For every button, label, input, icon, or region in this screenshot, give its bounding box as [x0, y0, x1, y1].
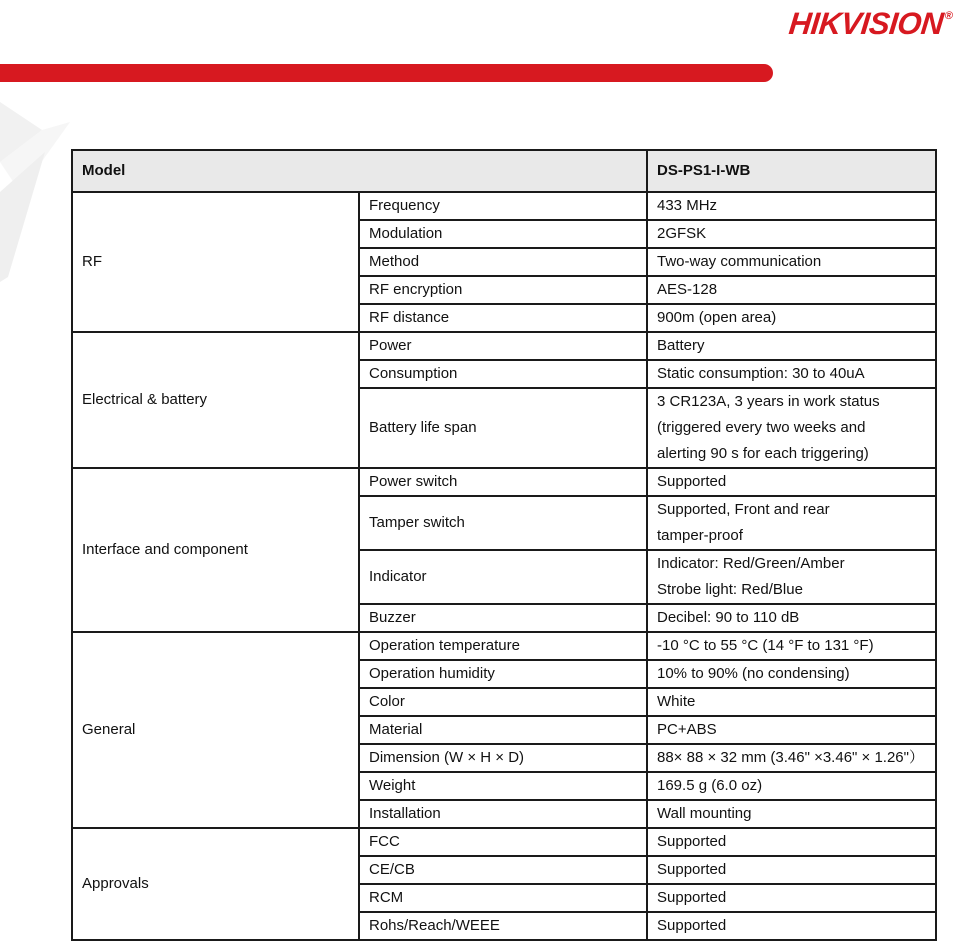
category-general: General [72, 632, 359, 828]
spec-label: Power switch [359, 468, 647, 496]
spec-value: 88× 88 × 32 mm (3.46" ×3.46" × 1.26"） [647, 744, 936, 772]
value-line: (triggered every two weeks and [657, 419, 866, 436]
spec-label: Consumption [359, 360, 647, 388]
table-row [72, 468, 936, 496]
spec-label: Battery life span [359, 388, 647, 468]
spec-label: RF encryption [359, 276, 647, 304]
spec-value: Wall mounting [647, 800, 936, 828]
registered-mark: ® [944, 10, 954, 22]
spec-label: Operation temperature [359, 632, 647, 660]
spec-value: 900m (open area) [647, 304, 936, 332]
spec-label: RCM [359, 884, 647, 912]
spec-value: Supported [647, 912, 936, 940]
spec-value: PC+ABS [647, 716, 936, 744]
value-line: alerting 90 s for each triggering) [657, 445, 869, 462]
spec-value [647, 496, 936, 550]
spec-value: Static consumption: 30 to 40uA [647, 360, 936, 388]
spec-value: Supported [647, 884, 936, 912]
spec-label: Frequency [359, 192, 647, 220]
specification-table [71, 149, 937, 941]
value-line: Strobe light: Red/Blue [657, 581, 803, 598]
spec-value: 433 MHz [647, 192, 936, 220]
spec-value: AES-128 [647, 276, 936, 304]
spec-label: Rohs/Reach/WEEE [359, 912, 647, 940]
table-row [72, 332, 936, 360]
spec-value: White [647, 688, 936, 716]
spec-value: Decibel: 90 to 110 dB [647, 604, 936, 632]
spec-label: Method [359, 248, 647, 276]
spec-value [647, 550, 936, 604]
table-row [72, 632, 936, 660]
spec-label: Operation humidity [359, 660, 647, 688]
category-approvals: Approvals [72, 828, 359, 940]
spec-label: CE/CB [359, 856, 647, 884]
spec-label: Buzzer [359, 604, 647, 632]
model-label: Model [72, 150, 647, 192]
table-row [72, 828, 936, 856]
value-line: Supported, Front and rear [657, 501, 830, 518]
spec-value: Supported [647, 468, 936, 496]
hikvision-logo [788, 6, 954, 42]
spec-value: Supported [647, 828, 936, 856]
spec-label: RF distance [359, 304, 647, 332]
value-line: Indicator: Red/Green/Amber [657, 555, 845, 572]
spec-label: Modulation [359, 220, 647, 248]
table-row [72, 192, 936, 220]
header-red-bar [0, 64, 773, 82]
spec-value [647, 388, 936, 468]
spec-label: Indicator [359, 550, 647, 604]
category-interface: Interface and component [72, 468, 359, 632]
spec-label: Installation [359, 800, 647, 828]
spec-value: 2GFSK [647, 220, 936, 248]
spec-label: Tamper switch [359, 496, 647, 550]
spec-value: 169.5 g (6.0 oz) [647, 772, 936, 800]
spec-value: Supported [647, 856, 936, 884]
watermark-star-graphic [0, 82, 80, 292]
spec-value: Two-way communication [647, 248, 936, 276]
spec-label: Color [359, 688, 647, 716]
spec-label: Dimension (W × H × D) [359, 744, 647, 772]
spec-value: 10% to 90% (no condensing) [647, 660, 936, 688]
spec-label: Power [359, 332, 647, 360]
value-line: tamper-proof [657, 527, 743, 544]
spec-label: FCC [359, 828, 647, 856]
model-value: DS-PS1-I-WB [647, 150, 936, 192]
spec-label: Material [359, 716, 647, 744]
category-electrical: Electrical & battery [72, 332, 359, 468]
category-rf: RF [72, 192, 359, 332]
logo-text: HIKVISION [787, 6, 946, 41]
spec-value: Battery [647, 332, 936, 360]
table-header-row [72, 150, 936, 192]
spec-value: -10 °C to 55 °C (14 °F to 131 °F) [647, 632, 936, 660]
spec-label: Weight [359, 772, 647, 800]
value-line: 3 CR123A, 3 years in work status [657, 393, 880, 410]
